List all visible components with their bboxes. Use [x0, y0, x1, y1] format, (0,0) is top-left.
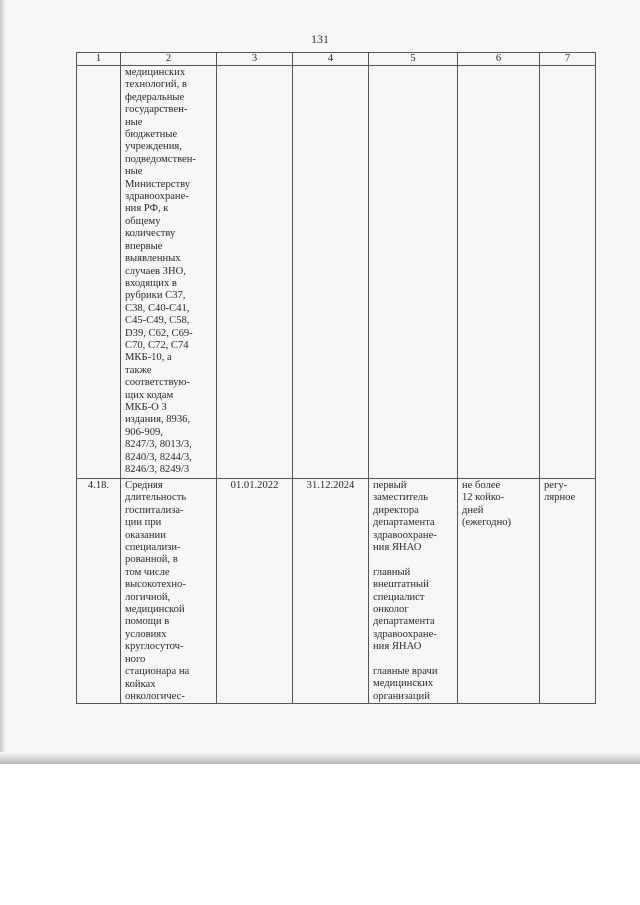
- text-line: ния ЯНАО: [373, 542, 422, 554]
- text-line: Министерству: [125, 178, 191, 190]
- row2-responsible-group-1: [373, 480, 453, 554]
- text-line: (ежегодно): [462, 517, 512, 529]
- text-line: 906-909,: [125, 426, 163, 438]
- text-line: заместитель: [373, 492, 429, 504]
- text-line: случаев ЗНО,: [125, 265, 186, 277]
- text-line: С38, С40-С41,: [125, 302, 190, 314]
- text-line: рованной, в: [125, 554, 178, 566]
- text-line: койках: [125, 678, 156, 690]
- text-line: ния РФ, к: [125, 203, 169, 215]
- text-line: медицинской: [125, 604, 185, 616]
- text-line: главный: [373, 566, 411, 578]
- row2-frequency-cell: [540, 479, 596, 704]
- text-line: круглосуточ-: [125, 641, 184, 653]
- text-line: впервые: [125, 240, 163, 252]
- row2-start-cell: [217, 479, 293, 704]
- row2-responsible-group-2: [373, 567, 453, 654]
- row1-target-cell: [458, 66, 540, 479]
- text-line: учреждения,: [125, 141, 182, 153]
- text-line: ции при: [125, 517, 162, 529]
- text-line: МКБ-10, а: [125, 352, 172, 364]
- text-line: федеральные: [125, 91, 185, 103]
- text-line: выявленных: [125, 253, 181, 265]
- text-line: не более: [462, 480, 501, 491]
- text-line: соответствую-: [125, 377, 190, 389]
- table-row: [77, 479, 596, 704]
- text-line: первый: [373, 480, 407, 491]
- row2-target-text: [462, 480, 535, 530]
- text-line: том числе: [125, 566, 170, 578]
- text-line: 8247/3, 8013/3,: [125, 439, 192, 451]
- text-line: департамента: [373, 517, 435, 529]
- text-line: госпитализа-: [125, 504, 184, 516]
- text-line: ные: [125, 166, 143, 178]
- text-line: директора: [373, 504, 419, 516]
- header-col-5: 5: [369, 53, 458, 66]
- row2-indicator-text: [125, 480, 212, 703]
- text-line: оказании: [125, 529, 166, 541]
- text-line: условиях: [125, 628, 167, 640]
- scan-shadow-bottom: [0, 752, 640, 764]
- row2-target-cell: [458, 479, 540, 704]
- text-line: стационара на: [125, 666, 190, 678]
- text-line: здравоохране-: [373, 628, 437, 640]
- text-line: высокотехно-: [125, 579, 186, 591]
- text-line: входящих в: [125, 277, 177, 289]
- header-col-7: 7: [540, 53, 596, 66]
- row1-indicator-cell: [121, 66, 217, 479]
- table-row: [77, 66, 596, 479]
- row1-end-cell: [293, 66, 369, 479]
- row2-frequency-text: [544, 480, 591, 505]
- header-col-6: 6: [458, 53, 540, 66]
- text-line: общему: [125, 215, 161, 227]
- text-line: длительность: [125, 492, 187, 504]
- row2-indicator-cell: [121, 479, 217, 704]
- row2-end-date: 31.12.2024: [306, 480, 355, 491]
- text-line: логичной,: [125, 591, 171, 603]
- text-line: щих кодам: [125, 389, 174, 401]
- header-col-1: 1: [77, 53, 121, 66]
- text-line: медицинских: [373, 678, 434, 690]
- text-line: количеству: [125, 228, 176, 240]
- row1-frequency-cell: [540, 66, 596, 479]
- text-line: рубрики С37,: [125, 290, 186, 302]
- text-line: главные врачи: [373, 666, 438, 678]
- text-line: D39, С62, С69-: [125, 327, 193, 339]
- text-line: также: [125, 364, 152, 376]
- text-line: внештатный: [373, 579, 429, 591]
- header-col-2: 2: [121, 53, 217, 66]
- text-line: онколог: [373, 604, 409, 616]
- text-line: Средняя: [125, 480, 163, 491]
- text-line: организаций: [373, 690, 430, 702]
- row1-responsible-cell: [369, 66, 458, 479]
- text-line: дней: [462, 504, 484, 516]
- text-line: государствен-: [125, 104, 188, 116]
- header-col-3: 3: [217, 53, 293, 66]
- blank-area: [0, 764, 640, 905]
- text-line: С70, С72, С74: [125, 339, 189, 351]
- text-line: медицинских: [125, 67, 186, 78]
- text-line: специалист: [373, 591, 425, 603]
- text-line: 12 койко-: [462, 492, 505, 504]
- spacer: [373, 554, 453, 566]
- text-line: специализи-: [125, 542, 181, 554]
- header-col-4: 4: [293, 53, 369, 66]
- text-line: помощи в: [125, 616, 170, 628]
- text-line: 8246/3, 8249/3: [125, 464, 190, 475]
- row2-number-cell: [77, 479, 121, 704]
- row1-number-cell: [77, 66, 121, 479]
- spacer: [373, 654, 453, 666]
- row2-responsible-group-3: [373, 666, 453, 703]
- text-line: С45-С49, С58,: [125, 315, 190, 327]
- text-line: регу-: [544, 480, 568, 491]
- row2-end-cell: [293, 479, 369, 704]
- row1-indicator-text: [125, 67, 212, 476]
- text-line: МКБ-О 3: [125, 401, 167, 413]
- row1-start-cell: [217, 66, 293, 479]
- text-line: ные: [125, 116, 143, 128]
- text-line: ния ЯНАО: [373, 641, 422, 653]
- row2-number: 4.18.: [87, 480, 110, 491]
- row2-start-date: 01.01.2022: [230, 480, 279, 491]
- text-line: здравоохране-: [125, 191, 189, 203]
- page-number: 131: [311, 32, 329, 46]
- text-line: здравоохране-: [373, 529, 437, 541]
- text-line: лярное: [544, 492, 576, 504]
- text-line: департамента: [373, 616, 435, 628]
- row2-responsible-cell: [369, 479, 458, 704]
- text-line: бюджетные: [125, 129, 178, 141]
- text-line: ного: [125, 653, 146, 665]
- scan-shadow-left: [0, 0, 6, 762]
- plan-table: [76, 52, 596, 704]
- text-line: онкологичес-: [125, 690, 185, 702]
- text-line: подведомствен-: [125, 153, 196, 165]
- text-line: технологий, в: [125, 79, 187, 91]
- text-line: 8240/3, 8244/3,: [125, 451, 192, 463]
- text-line: издания, 8936,: [125, 414, 191, 426]
- table-header-row: [77, 53, 596, 66]
